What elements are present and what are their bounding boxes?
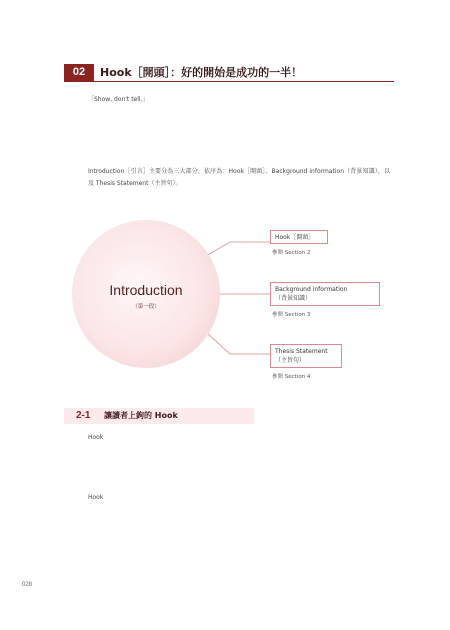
section-number: 02	[64, 64, 94, 81]
introduction-diagram	[64, 216, 394, 396]
page-number: 028	[22, 582, 33, 588]
body-paragraph-1	[88, 432, 390, 444]
subsection-title: 讓讀者上鉤的 Hook	[104, 411, 178, 420]
thesis-reference: 參閱 Section 4	[272, 374, 311, 380]
background-reference: 參閱 Section 3	[272, 312, 311, 318]
thesis-label: Thesis Statement	[275, 348, 328, 355]
thesis-box	[270, 344, 342, 368]
background-label-zh: （背景知識）	[275, 295, 312, 302]
circle-title: Introduction	[109, 282, 183, 298]
section-header	[64, 64, 394, 82]
background-label: Background information	[275, 286, 348, 293]
intro-paragraph	[88, 94, 390, 106]
introduction-circle	[72, 220, 220, 368]
hook-term: Hook	[88, 494, 104, 501]
thesis-label-zh: （主旨句）	[275, 357, 306, 364]
hook-term: Hook	[88, 434, 104, 441]
circle-subtitle: （第一段）	[132, 304, 160, 310]
body-paragraph-2	[88, 492, 390, 504]
structure-paragraph: Introduction［引言］主要分為三大部分，依序為：Hook［開頭］、Background information（背景知識），以及 Thesis Statement（主旨句）。	[88, 168, 390, 187]
subsection-number: 2-1	[76, 410, 91, 421]
subsection-header	[64, 408, 254, 424]
background-box	[270, 282, 380, 306]
hook-reference: 參閱 Section 2	[272, 250, 311, 256]
quote-phrase: 「Show, don't tell.」	[88, 96, 149, 103]
section-title: Hook［開頭］：好的開始是成功的一半！	[100, 66, 303, 79]
hook-box	[270, 230, 328, 244]
hook-label: Hook［開頭］	[275, 234, 315, 241]
